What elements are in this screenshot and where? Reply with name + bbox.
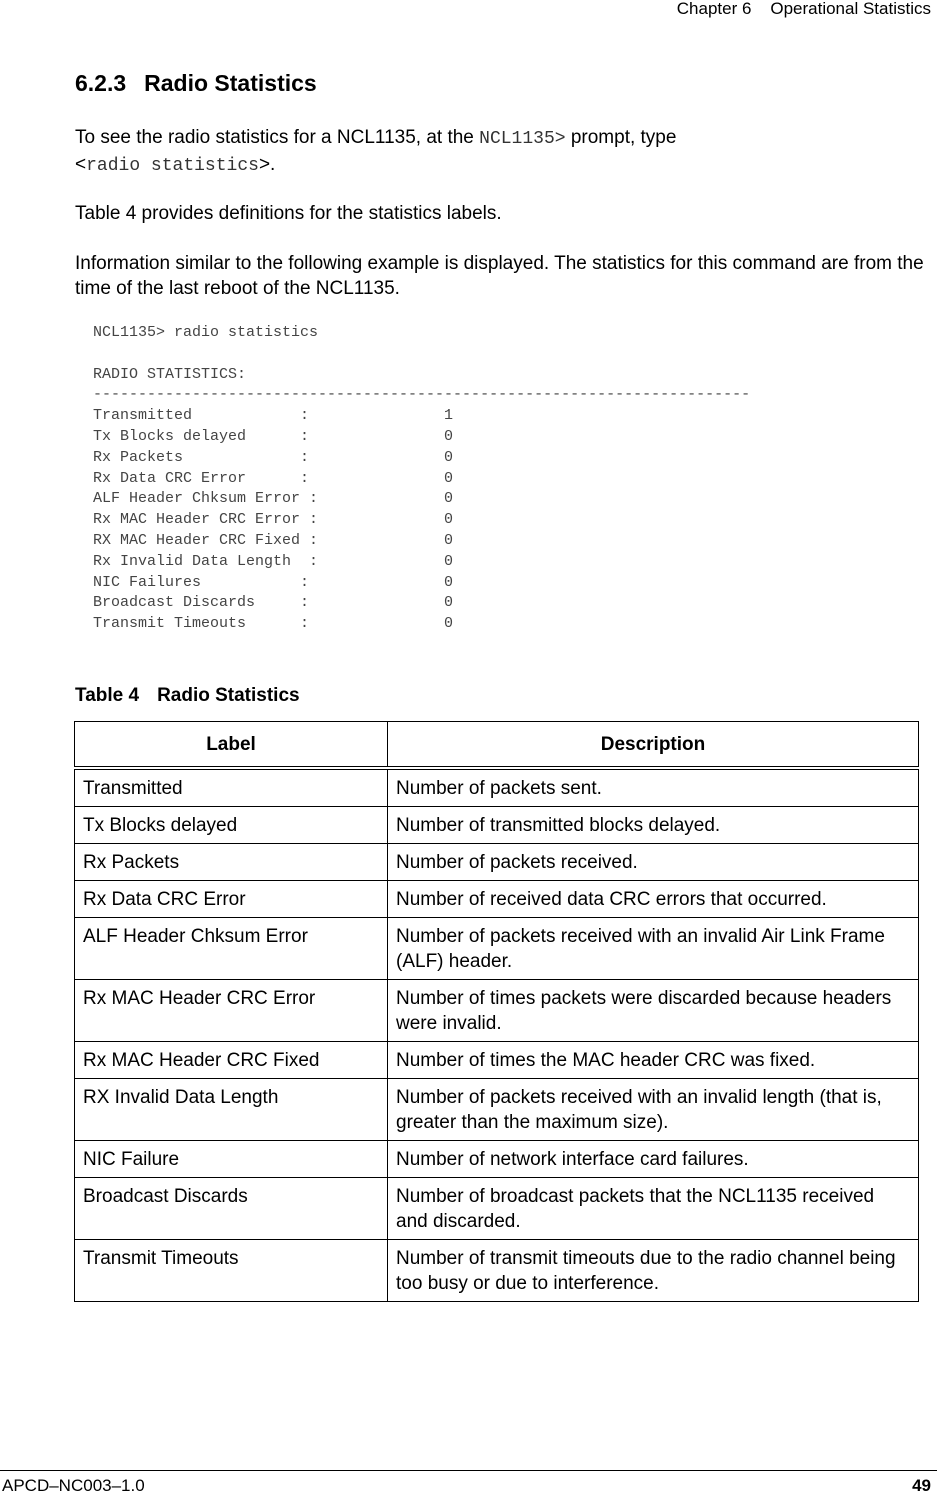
table-row xyxy=(75,768,919,807)
row-label: Rx MAC Header CRC Error xyxy=(75,980,388,1042)
footer-page-number: 49 xyxy=(912,1476,931,1495)
row-description: Number of times the MAC header CRC was fixed. xyxy=(388,1042,919,1079)
row-label: RX Invalid Data Length xyxy=(75,1079,388,1141)
row-description: Number of times packets were discarded because headers were invalid. xyxy=(388,980,919,1042)
table-row xyxy=(75,807,919,844)
table-body xyxy=(75,768,919,1302)
row-description: Number of received data CRC errors that occurred. xyxy=(388,881,919,918)
row-label: Rx MAC Header CRC Fixed xyxy=(75,1042,388,1079)
table-caption-number: Table 4 xyxy=(75,685,140,706)
table-row xyxy=(75,1178,919,1240)
row-description: Number of network interface card failures. xyxy=(388,1141,919,1178)
table-caption-title: Radio Statistics xyxy=(157,685,300,706)
table-row xyxy=(75,844,919,881)
intro-paragraph-3: Information similar to the following example is displayed. The statistics for this command are from the time of the last reboot of the NCL1135. xyxy=(75,253,924,299)
command-code: radio statistics xyxy=(86,156,259,176)
table-header-row xyxy=(75,722,919,769)
row-description: Number of transmit timeouts due to the radio channel being too busy or due to interference. xyxy=(388,1240,919,1302)
column-header-label: Label xyxy=(75,722,388,769)
row-label: Rx Packets xyxy=(75,844,388,881)
intro-text: < xyxy=(75,154,87,175)
footer-divider xyxy=(0,1470,937,1471)
section-number: 6.2.3 xyxy=(75,70,127,96)
table-row xyxy=(75,918,919,980)
table-row xyxy=(75,980,919,1042)
code-sample: NCL1135> radio statistics RADIO STATISTICS: ------------------------------------------------------------------------- Transmitted : 1 Tx Blocks delayed : 0 Rx Packets : 0 Rx Data CRC Error : 0 ALF Header Chksum Error : 0 Rx MAC Header CRC Error : 0 RX MAC Header CRC Fixed : 0 Rx Invalid Data Length : 0 NIC Failures : 0 Broadcast Discards : 0 Transmit Timeouts : 0 xyxy=(93,324,751,633)
intro-paragraph-2 xyxy=(75,201,930,226)
intro-text: >. xyxy=(258,154,276,175)
intro-text: provides definitions for the statistics labels. xyxy=(136,203,502,224)
header-chapter: Chapter 6 xyxy=(676,0,752,18)
table-caption xyxy=(75,685,300,707)
intro-text: To see the radio statistics for a NCL1135, at the xyxy=(75,127,480,148)
row-label: Broadcast Discards xyxy=(75,1178,388,1240)
row-description: Number of packets received with an invalid Air Link Frame (ALF) header. xyxy=(388,918,919,980)
row-description: Number of packets received with an invalid length (that is, greater than the maximum size). xyxy=(388,1079,919,1141)
radio-statistics-table xyxy=(74,721,919,1302)
row-description: Number of broadcast packets that the NCL1135 received and discarded. xyxy=(388,1178,919,1240)
table-row xyxy=(75,1240,919,1302)
row-description: Number of packets sent. xyxy=(388,768,919,807)
table-row xyxy=(75,881,919,918)
row-description: Number of transmitted blocks delayed. xyxy=(388,807,919,844)
prompt-code: NCL1135> xyxy=(479,129,566,149)
table-row xyxy=(75,1042,919,1079)
row-label: Rx Data CRC Error xyxy=(75,881,388,918)
intro-paragraph-1 xyxy=(75,125,930,179)
intro-text: prompt, type xyxy=(565,127,677,148)
row-label: Transmitted xyxy=(75,768,388,807)
row-label: ALF Header Chksum Error xyxy=(75,918,388,980)
running-header xyxy=(677,0,931,18)
column-header-description: Description xyxy=(388,722,919,769)
section-heading xyxy=(75,70,317,97)
header-chapter-title: Operational Statistics xyxy=(770,0,931,18)
section-title: Radio Statistics xyxy=(144,70,317,96)
table-row xyxy=(75,1079,919,1141)
row-label: NIC Failure xyxy=(75,1141,388,1178)
table-reference: Table 4 xyxy=(75,203,137,224)
row-description: Number of packets received. xyxy=(388,844,919,881)
row-label: Transmit Timeouts xyxy=(75,1240,388,1302)
table-row xyxy=(75,1141,919,1178)
footer-doc-id: APCD–NC003–1.0 xyxy=(2,1476,145,1495)
row-label: Tx Blocks delayed xyxy=(75,807,388,844)
